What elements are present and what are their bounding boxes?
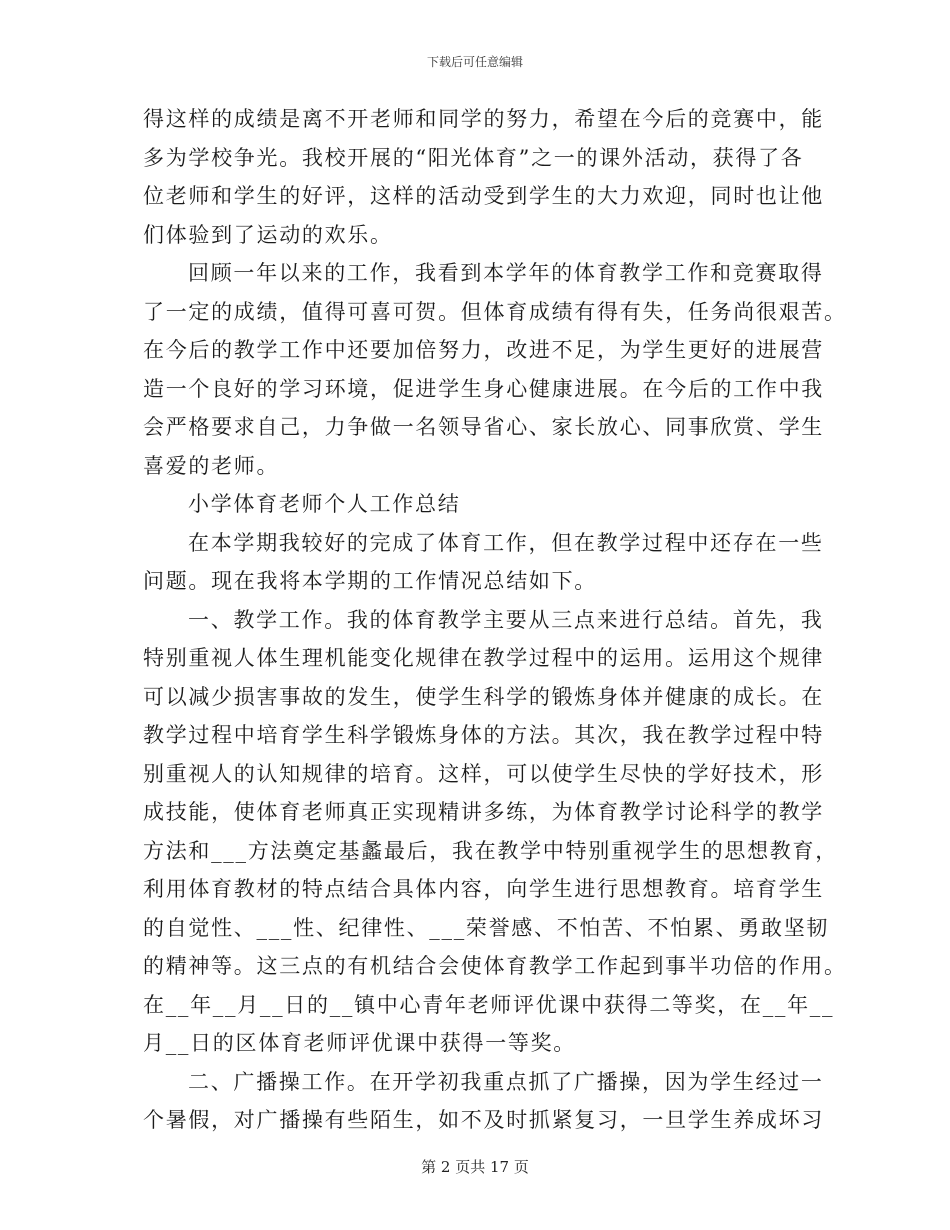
- text-line: 小学体育老师个人工作总结: [188, 492, 461, 516]
- text-line: 月__日的区体育老师评优课中获得一等奖。: [143, 1031, 576, 1055]
- text-line: 别重视人的认知规律的培育。这样，可以使学生尽快的学好技术，形: [143, 761, 824, 786]
- text-line: 可以减少损害事故的发生，使学生科学的锻炼身体并健康的成长。在: [143, 684, 824, 709]
- text-line: 在本学期我较好的完成了体育工作，但在教学过程中还存在一些: [188, 530, 824, 555]
- text-line: 一、教学工作。我的体育教学主要从三点来进行总结。首先，我: [188, 607, 824, 632]
- text-line: 特别重视人体生理机能变化规律在教学过程中的运用。运用这个规律: [143, 646, 824, 670]
- text-line: 成技能，使体育老师真正实现精讲多练，为体育教学讨论科学的教学: [143, 800, 824, 824]
- text-line: 方法和___方法奠定基蠡最后，我在教学中特别重视学生的思想教育，: [143, 838, 838, 863]
- text-line: 利用体育教材的特点结合具体内容，向学生进行思想教育。培育学生: [143, 877, 824, 901]
- text-line: 位老师和学生的好评，这样的活动受到学生的大力欢迎，同时也让他: [143, 184, 824, 208]
- text-line: 教学过程中培育学生科学锻炼身体的方法。其次，我在教学过程中特: [143, 723, 824, 747]
- text-line: 回顾一年以来的工作，我看到本学年的体育教学工作和竞赛取得: [188, 261, 824, 285]
- page-header: 下载后可任意编辑: [426, 55, 523, 69]
- text-line: 个暑假，对广播操有些陌生，如不及时抓紧复习，一旦学生养成坏习: [143, 1108, 824, 1132]
- text-line: 二、广播操工作。在开学初我重点抓了广播操，因为学生经过一: [188, 1069, 824, 1094]
- text-line: 喜爱的老师。: [143, 453, 280, 478]
- text-line: 问题。现在我将本学期的工作情况总结如下。: [143, 569, 597, 593]
- text-line: 多为学校争光。我校开展的“阳光体育”之一的课外活动，获得了各: [143, 145, 804, 170]
- text-line: 们体验到了运动的欢乐。: [143, 222, 393, 247]
- text-line: 的自觉性、___性、纪律性、___荣誉感、不怕苦、不怕累、勇敢坚韧: [143, 915, 830, 940]
- text-line: 得这样的成绩是离不开老师和同学的努力，希望在今后的竞赛中，能: [143, 107, 824, 131]
- text-line: 造一个良好的学习环境，促进学生身心健康进展。在今后的工作中我: [143, 376, 824, 401]
- text-line: 在__年__月__日的__镇中心青年老师评优课中获得二等奖，在__年__: [143, 992, 835, 1017]
- text-line: 了一定的成绩，值得可喜可贺。但体育成绩有得有失，任务尚很艰苦。: [143, 299, 847, 324]
- text-line: 会严格要求自己，力争做一名领导省心、家长放心、同事欣赏、学生: [143, 415, 824, 439]
- text-line: 的精神等。这三点的有机结合会使体育教学工作起到事半功倍的作用。: [143, 954, 847, 978]
- text-line: 在今后的教学工作中还要加倍努力，改进不足，为学生更好的进展营: [143, 338, 824, 362]
- document-body: [143, 100, 847, 1140]
- page-footer: 第 2 页共 17 页: [421, 1158, 529, 1176]
